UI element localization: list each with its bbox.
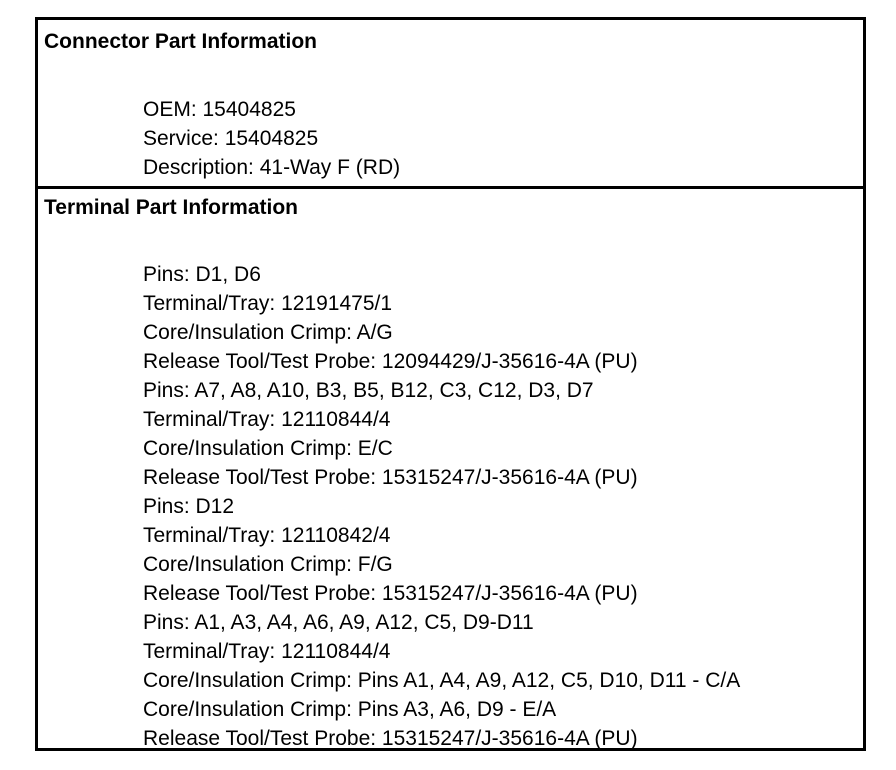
connector-info-line: OEM: 15404825 — [143, 98, 296, 121]
connector-part-section — [38, 20, 863, 189]
terminal-info-line: Core/Insulation Crimp: Pins A3, A6, D9 - E/A — [143, 698, 557, 721]
connector-info-line: Service: 15404825 — [143, 127, 319, 150]
terminal-part-section — [38, 186, 863, 748]
connector-section-title: Connector Part Information — [44, 30, 318, 53]
terminal-info-line: Release Tool/Test Probe: 15315247/J-35616-4A (PU) — [143, 727, 638, 750]
terminal-info-line: Terminal/Tray: 12110844/4 — [143, 640, 391, 663]
terminal-info-line: Terminal/Tray: 12110844/4 — [143, 408, 391, 431]
terminal-info-list — [143, 260, 740, 753]
terminal-info-line: Release Tool/Test Probe: 15315247/J-35616-4A (PU) — [143, 466, 638, 489]
terminal-info-line: Pins: A7, A8, A10, B3, B5, B12, C3, C12, D3, D7 — [143, 379, 594, 402]
terminal-info-line: Terminal/Tray: 12191475/1 — [143, 292, 393, 315]
terminal-info-line: Pins: D12 — [143, 495, 235, 518]
terminal-info-line: Core/Insulation Crimp: A/G — [143, 321, 393, 344]
terminal-section-title: Terminal Part Information — [44, 196, 298, 219]
connector-info-line: Description: 41-Way F (RD) — [143, 156, 401, 179]
terminal-info-line: Core/Insulation Crimp: Pins A1, A4, A9, A12, C5, D10, D11 - C/A — [143, 669, 741, 692]
terminal-info-line: Release Tool/Test Probe: 15315247/J-35616-4A (PU) — [143, 582, 638, 605]
connector-info-list — [143, 95, 400, 182]
part-information-table — [35, 17, 866, 751]
terminal-info-line: Pins: D1, D6 — [143, 263, 261, 286]
terminal-info-line: Pins: A1, A3, A4, A6, A9, A12, C5, D9-D11 — [143, 611, 534, 634]
terminal-info-line: Terminal/Tray: 12110842/4 — [143, 524, 391, 547]
terminal-info-line: Core/Insulation Crimp: E/C — [143, 437, 393, 460]
terminal-info-line: Release Tool/Test Probe: 12094429/J-35616-4A (PU) — [143, 350, 638, 373]
terminal-info-line: Core/Insulation Crimp: F/G — [143, 553, 393, 576]
